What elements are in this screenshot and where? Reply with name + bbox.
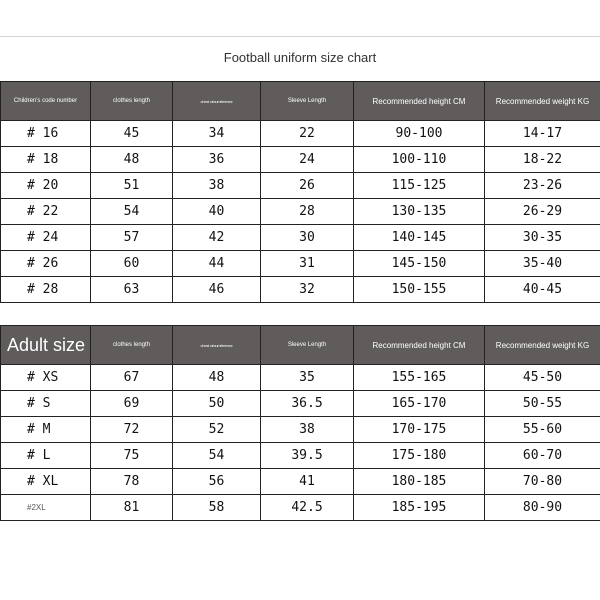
cell-sleeve-length: 39.5 bbox=[261, 443, 354, 469]
table-row bbox=[1, 365, 600, 391]
cell-recommended-height: 145-150 bbox=[354, 251, 485, 277]
cell-clothes-length: 72 bbox=[91, 417, 173, 443]
cell-clothes-length: 60 bbox=[91, 251, 173, 277]
cell-clothes-length: 63 bbox=[91, 277, 173, 303]
cell-chest-circumference: 34 bbox=[173, 121, 261, 147]
cell-clothes-length: 75 bbox=[91, 443, 173, 469]
cell-sleeve-length: 24 bbox=[261, 147, 354, 173]
cell-recommended-weight: 40-45 bbox=[485, 277, 600, 303]
cell-recommended-height: 155-165 bbox=[354, 365, 485, 391]
cell-size-code: #2XL bbox=[1, 495, 91, 521]
cell-recommended-weight: 80-90 bbox=[485, 495, 600, 521]
header-code-number: Children's code number bbox=[1, 82, 91, 121]
cell-clothes-length: 48 bbox=[91, 147, 173, 173]
cell-recommended-weight: 35-40 bbox=[485, 251, 600, 277]
cell-recommended-height: 140-145 bbox=[354, 225, 485, 251]
table-row bbox=[1, 277, 600, 303]
cell-recommended-height: 180-185 bbox=[354, 469, 485, 495]
cell-clothes-length: 51 bbox=[91, 173, 173, 199]
cell-recommended-height: 90-100 bbox=[354, 121, 485, 147]
cell-chest-circumference: 42 bbox=[173, 225, 261, 251]
cell-recommended-height: 115-125 bbox=[354, 173, 485, 199]
header-clothes-length: clothes length bbox=[91, 82, 173, 121]
cell-chest-circumference: 44 bbox=[173, 251, 261, 277]
cell-recommended-weight: 18-22 bbox=[485, 147, 600, 173]
cell-size-code: # 22 bbox=[1, 199, 91, 225]
cell-recommended-height: 150-155 bbox=[354, 277, 485, 303]
table-row bbox=[1, 251, 600, 277]
bottom-whitespace bbox=[0, 525, 600, 600]
cell-clothes-length: 45 bbox=[91, 121, 173, 147]
cell-sleeve-length: 28 bbox=[261, 199, 354, 225]
cell-clothes-length: 78 bbox=[91, 469, 173, 495]
cell-chest-circumference: 36 bbox=[173, 147, 261, 173]
adult-header-row bbox=[1, 326, 600, 365]
cell-size-code: # 28 bbox=[1, 277, 91, 303]
header-recommended-height: Recommended height CM bbox=[354, 82, 485, 121]
cell-recommended-weight: 30-35 bbox=[485, 225, 600, 251]
cell-recommended-height: 165-170 bbox=[354, 391, 485, 417]
children-header-row bbox=[1, 82, 600, 121]
cell-recommended-weight: 26-29 bbox=[485, 199, 600, 225]
header-chest-circumference: chest circumference bbox=[173, 82, 261, 121]
cell-chest-circumference: 40 bbox=[173, 199, 261, 225]
cell-sleeve-length: 26 bbox=[261, 173, 354, 199]
cell-size-code: # L bbox=[1, 443, 91, 469]
header-recommended-weight: Recommended weight KG bbox=[485, 82, 600, 121]
table-row bbox=[1, 495, 600, 521]
cell-sleeve-length: 38 bbox=[261, 417, 354, 443]
cell-clothes-length: 67 bbox=[91, 365, 173, 391]
cell-chest-circumference: 52 bbox=[173, 417, 261, 443]
cell-clothes-length: 54 bbox=[91, 199, 173, 225]
cell-sleeve-length: 42.5 bbox=[261, 495, 354, 521]
cell-chest-circumference: 58 bbox=[173, 495, 261, 521]
cell-clothes-length: 57 bbox=[91, 225, 173, 251]
header-sleeve-length: Sleeve Length bbox=[261, 326, 354, 365]
cell-chest-circumference: 38 bbox=[173, 173, 261, 199]
cell-chest-circumference: 48 bbox=[173, 365, 261, 391]
cell-chest-circumference: 46 bbox=[173, 277, 261, 303]
header-chest-circumference: chest circumference bbox=[173, 326, 261, 365]
cell-recommended-weight: 55-60 bbox=[485, 417, 600, 443]
table-row bbox=[1, 121, 600, 147]
cell-clothes-length: 69 bbox=[91, 391, 173, 417]
header-recommended-height: Recommended height CM bbox=[354, 326, 485, 365]
cell-recommended-height: 175-180 bbox=[354, 443, 485, 469]
cell-chest-circumference: 54 bbox=[173, 443, 261, 469]
cell-size-code: # 16 bbox=[1, 121, 91, 147]
cell-recommended-height: 185-195 bbox=[354, 495, 485, 521]
adult-size-table bbox=[0, 325, 600, 521]
cell-size-code: # XS bbox=[1, 365, 91, 391]
header-adult-size: Adult size bbox=[1, 326, 91, 365]
page-title: Football uniform size chart bbox=[223, 50, 377, 65]
cell-sleeve-length: 35 bbox=[261, 365, 354, 391]
table-row bbox=[1, 225, 600, 251]
cell-sleeve-length: 41 bbox=[261, 469, 354, 495]
table-row bbox=[1, 391, 600, 417]
cell-recommended-weight: 14-17 bbox=[485, 121, 600, 147]
cell-size-code: # 24 bbox=[1, 225, 91, 251]
table-row bbox=[1, 199, 600, 225]
cell-recommended-height: 100-110 bbox=[354, 147, 485, 173]
cell-recommended-height: 130-135 bbox=[354, 199, 485, 225]
header-sleeve-length: Sleeve Length bbox=[261, 82, 354, 121]
top-divider bbox=[0, 36, 600, 37]
cell-sleeve-length: 30 bbox=[261, 225, 354, 251]
cell-size-code: # M bbox=[1, 417, 91, 443]
children-size-table bbox=[0, 81, 600, 303]
table-row bbox=[1, 173, 600, 199]
cell-recommended-weight: 70-80 bbox=[485, 469, 600, 495]
table-row bbox=[1, 469, 600, 495]
cell-recommended-weight: 60-70 bbox=[485, 443, 600, 469]
cell-sleeve-length: 32 bbox=[261, 277, 354, 303]
cell-size-code: # XL bbox=[1, 469, 91, 495]
cell-recommended-height: 170-175 bbox=[354, 417, 485, 443]
cell-recommended-weight: 45-50 bbox=[485, 365, 600, 391]
header-clothes-length: clothes length bbox=[91, 326, 173, 365]
table-row bbox=[1, 417, 600, 443]
cell-size-code: # 18 bbox=[1, 147, 91, 173]
cell-sleeve-length: 22 bbox=[261, 121, 354, 147]
table-row bbox=[1, 147, 600, 173]
cell-recommended-weight: 23-26 bbox=[485, 173, 600, 199]
header-recommended-weight: Recommended weight KG bbox=[485, 326, 600, 365]
cell-size-code: # 26 bbox=[1, 251, 91, 277]
cell-size-code: # S bbox=[1, 391, 91, 417]
cell-chest-circumference: 56 bbox=[173, 469, 261, 495]
cell-size-code: # 20 bbox=[1, 173, 91, 199]
cell-sleeve-length: 31 bbox=[261, 251, 354, 277]
cell-clothes-length: 81 bbox=[91, 495, 173, 521]
cell-recommended-weight: 50-55 bbox=[485, 391, 600, 417]
cell-chest-circumference: 50 bbox=[173, 391, 261, 417]
table-row bbox=[1, 443, 600, 469]
cell-sleeve-length: 36.5 bbox=[261, 391, 354, 417]
